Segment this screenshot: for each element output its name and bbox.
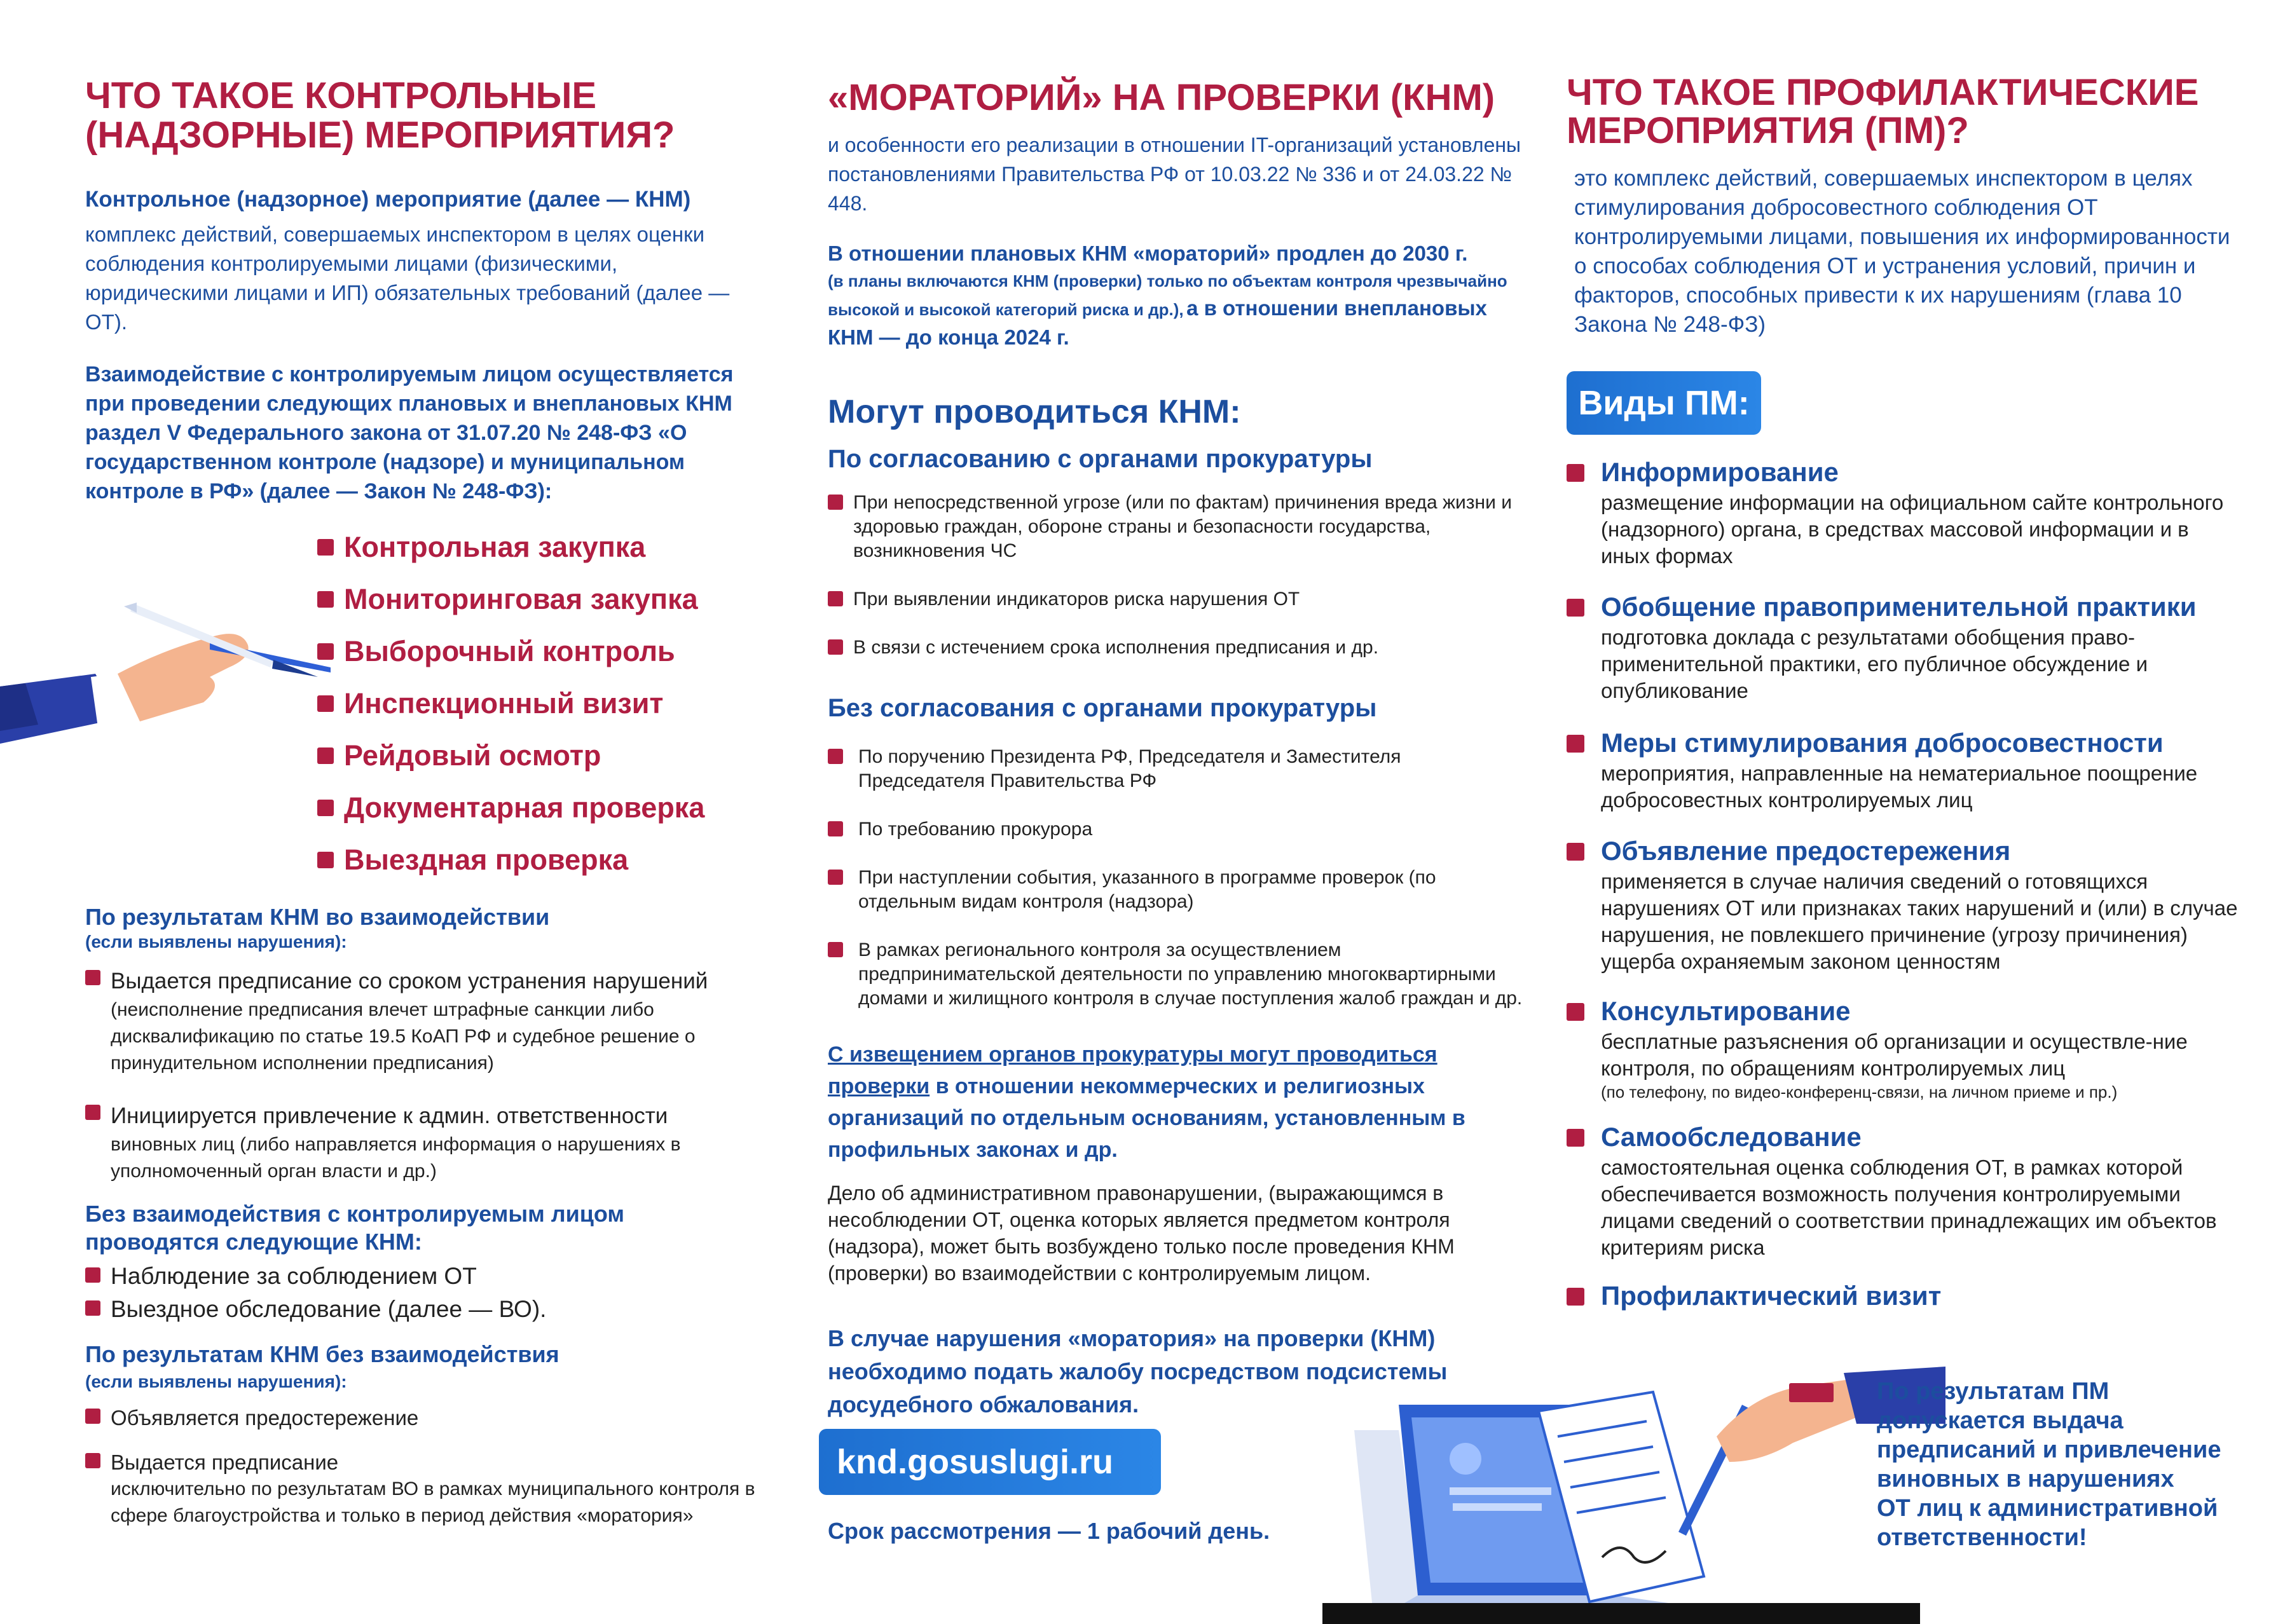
no-interaction-item: Выездное обследование (далее — ВО). — [85, 1293, 759, 1326]
knm-title — [85, 76, 675, 155]
laptop-signing-illustration — [1348, 1367, 1945, 1621]
pm-result-line: По результатам ПМ — [1877, 1378, 2110, 1405]
pm-item-title: Консультирование — [1567, 994, 2240, 1028]
pm-item-text: применяется в случае наличия сведений о готовящихся нарушениях ОТ или признаках таких нарушений и (или) в случае нарушения, не повлекшего причинение (угрозу причинения) ущерба охраняемым законом ценностям — [1601, 870, 2238, 973]
with-agreement-heading: По согласованию с органами прокуратуры — [828, 445, 1373, 473]
pm-item-visit — [1567, 1279, 2240, 1313]
result-item-detail: исключительно по результатам ВО в рамках муниципального контроля в сфере благоустройства и только в период действия «моратория» — [111, 1478, 755, 1526]
pm-item-informing — [1567, 455, 2240, 570]
pm-item-title: Обобщение правоприменительной практики — [1567, 590, 2240, 624]
knm-types-list — [317, 528, 704, 892]
pm-item-title: Объявление предостережения — [1567, 834, 2240, 868]
pm-title-line1: ЧТО ТАКОЕ ПРОФИЛАКТИЧЕСКИЕ — [1567, 72, 2199, 113]
pm-result-note — [1877, 1377, 2233, 1552]
pm-result-line: предписаний и привлечение — [1877, 1436, 2221, 1463]
review-term: Срок рассмотрения — 1 рабочий день. — [828, 1518, 1270, 1544]
no-agreement-item: По требованию прокурора — [828, 817, 1527, 842]
pm-item-self-check — [1567, 1120, 2240, 1261]
knm-type-item: Рейдовый осмотр — [317, 736, 704, 788]
result-item-warning — [85, 1405, 759, 1431]
without-agreement-heading: Без согласования с органами прокуратуры — [828, 694, 1377, 722]
knm-type-item: Контрольная закупка — [317, 528, 704, 580]
result-item-detail: (неисполнение предписания влечет штрафные санкции либо дисквалификацию по статье 19.5 КоАП РФ и судебное решение о принудительном исполнении предписания) — [111, 999, 696, 1074]
result-item-main: Выдается предписание — [85, 1449, 759, 1476]
pm-item-title: Меры стимулирования добросовестности — [1567, 726, 2240, 760]
results-interaction-sub: (если выявлены нарушения): — [85, 932, 347, 952]
without-agreement-list — [828, 745, 1527, 1035]
no-interaction-list — [85, 1260, 759, 1326]
results-no-interaction-sub: (если выявлены нарушения): — [85, 1372, 347, 1391]
pm-item-stimulus — [1567, 726, 2240, 814]
result-item-prescription — [85, 966, 759, 1077]
knm-definition-text: комплекс действий, совершаемых инспектором в целях оценки соблюдения контролируемыми лицами (физическими, юридическими лицами и ИП) обязательных требований (далее — ОТ). — [85, 222, 730, 334]
moratorium-plan-paragraph — [828, 239, 1534, 352]
knm-title-line2: (НАДЗОРНЫЕ) МЕРОПРИЯТИЯ? — [85, 114, 675, 156]
pm-result-line: допускается выдача — [1877, 1407, 2124, 1434]
no-agreement-item: При наступлении события, указанного в программе проверок (по отдельным видам контроля (надзора) — [828, 866, 1527, 914]
pm-item-text: самостоятельная оценка соблюдения ОТ, в рамках которой обеспечивается возможность получения контролируемыми лицами сведений о соответствии принадлежащих им объектов критериям риска — [1601, 1156, 2217, 1259]
pm-item-text: бесплатные разъяснения об организации и осуществле-ние контроля, по обращениям контролируемых лиц — [1601, 1030, 2188, 1080]
hand-with-pen-illustration — [0, 591, 356, 801]
result-item-liability — [85, 1101, 759, 1185]
knm-type-item: Инспекционный визит — [317, 684, 704, 736]
pm-result-line: ответственности! — [1877, 1524, 2087, 1551]
plan-small-note: (в планы включаются КНМ (проверки) только по объектам контроля чрезвычайно высокой и высокой категорий риска и др.), — [828, 271, 1507, 319]
knm-type-item: Мониторинговая закупка — [317, 580, 704, 632]
pm-item-title: Профилактический визит — [1567, 1279, 2240, 1313]
pm-item-note: (по телефону, по видео-конференц-связи, на личном приеме и пр.) — [1601, 1082, 2118, 1102]
pm-types-badge: Виды ПМ: — [1567, 371, 1761, 435]
admin-offense-paragraph: Дело об административном правонарушении, (выражающимся в несоблюдении ОТ, оценка которых является предметом контроля (надзора), может быть возбуждено только после проведения КНМ (проверки) во взаимодействии с контролируемым лицом. — [828, 1182, 1455, 1285]
pm-result-line: виновных в нарушениях — [1877, 1466, 2174, 1492]
violation-paragraph: В случае нарушения «моратория» на проверки (КНМ) необходимо подать жалобу посредством подсистемы досудебного обжалования. — [828, 1325, 1448, 1417]
moratorium-title: «МОРАТОРИЙ» НА ПРОВЕРКИ (КНМ) — [828, 77, 1495, 118]
knm-type-item: Выборочный контроль — [317, 632, 704, 684]
knm-type-item: Выездная проверка — [317, 840, 704, 892]
knm-title-line1: ЧТО ТАКОЕ КОНТРОЛЬНЫЕ — [85, 75, 597, 116]
agreement-item: При непосредственной угрозе (или по фактам) причинения вреда жизни и здоровью граждан, обороне страны и безопасности государства, возникновения ЧС — [828, 491, 1527, 563]
pm-item-consulting — [1567, 994, 2240, 1102]
notice-rest: в отношении некоммерческих и религиозных организаций по отдельным основаниям, установленным в профильных законах и др. — [828, 1074, 1465, 1162]
result-item-main: Объявляется предостережение — [85, 1405, 759, 1431]
interaction-paragraph: Взаимодействие с контролируемым лицом осуществляется при проведении следующих плановых и внеплановых КНМ раздел V Федерального закона от 31.07.20 № 248-ФЗ «О государственном контроле (надзоре) и муниципальном контроле в РФ» (далее — Закон № 248-ФЗ): — [85, 362, 734, 503]
results-no-interaction-heading: По результатам КНМ без взаимодействия — [85, 1341, 559, 1367]
pm-result-line: ОТ лиц к административной — [1877, 1495, 2218, 1522]
pm-item-title: Информирование — [1567, 455, 2240, 489]
gosuslugi-link[interactable]: knd.gosuslugi.ru — [819, 1429, 1161, 1495]
knm-type-item: Документарная проверка — [317, 788, 704, 840]
pm-item-warning — [1567, 834, 2240, 975]
agreement-item: При выявлении индикаторов риска нарушения ОТ — [828, 587, 1527, 611]
notice-paragraph — [828, 1039, 1527, 1166]
no-agreement-item: В рамках регионального контроля за осуществлением предпринимательской деятельности по управлению многоквартирными домами и жилищного контроля в случае поступления жалоб граждан и др. — [828, 938, 1527, 1011]
pm-definition: это комплекс действий, совершаемых инспектором в целях стимулирования добросовестного соблюдения ОТ контролируемыми лицами, повышения их информированности о способах соблюдения ОТ и устранения условий, причин и факторов, способных привести к их нарушениям (глава 10 Закона № 248-ФЗ) — [1574, 166, 2230, 337]
plan-tail: а в отношении внеплановых КНМ — до конца 2024 г. — [828, 296, 1487, 349]
no-interaction-item: Наблюдение за соблюдением ОТ — [85, 1260, 759, 1293]
pm-item-title: Самообследование — [1567, 1120, 2240, 1154]
result-item-main: Инициируется привлечение к админ. ответственности — [85, 1101, 759, 1131]
can-conduct-heading: Могут проводиться КНМ: — [828, 393, 1241, 430]
results-interaction-heading: По результатам КНМ во взаимодействии — [85, 904, 550, 930]
pm-title — [1567, 74, 2199, 150]
pm-item-practice — [1567, 590, 2240, 704]
no-agreement-item: По поручению Президента РФ, Председателя и Заместителя Председателя Правительства РФ — [828, 745, 1527, 793]
result-item-detail: виновных лиц (либо направляется информация о нарушениях в уполномоченный орган власти и др.) — [111, 1134, 681, 1182]
plan-line: В отношении плановых КНМ «мораторий» продлен до 2030 г. — [828, 242, 1468, 265]
pm-item-text: размещение информации на официальном сайте контрольного (надзорного) органа, в средствах массовой информации и в иных формах — [1601, 491, 2224, 568]
notice-underlined: С извещением органов прокуратуры могут проводиться проверки — [828, 1042, 1437, 1098]
pm-item-text: подготовка доклада с результатами обобщения право-применительной практики, его публичное обсуждение и опубликование — [1601, 625, 2148, 702]
pm-title-line2: МЕРОПРИЯТИЯ (ПМ)? — [1567, 110, 1969, 151]
knm-definition-heading: Контрольное (надзорное) мероприятие (далее — КНМ) — [85, 187, 691, 212]
moratorium-subtitle: и особенности его реализации в отношении IT-организаций установлены постановлениями Правительства РФ от 10.03.22 № 336 и от 24.03.22 № 448. — [828, 133, 1521, 215]
no-interaction-heading: Без взаимодействия с контролируемым лицом проводятся следующие КНМ: — [85, 1201, 625, 1255]
bottom-edge-bar — [1322, 1603, 1920, 1624]
with-agreement-list — [828, 491, 1527, 684]
result-item-main: Выдается предписание со сроком устранения нарушений — [85, 966, 759, 997]
result-item-prescription-vo — [85, 1449, 759, 1529]
agreement-item: В связи с истечением срока исполнения предписания и др. — [828, 636, 1527, 660]
pm-item-text: мероприятия, направленные на нематериальное поощрение добросовестных контролируемых лиц — [1601, 761, 2198, 812]
result-marker — [1789, 1383, 1834, 1402]
